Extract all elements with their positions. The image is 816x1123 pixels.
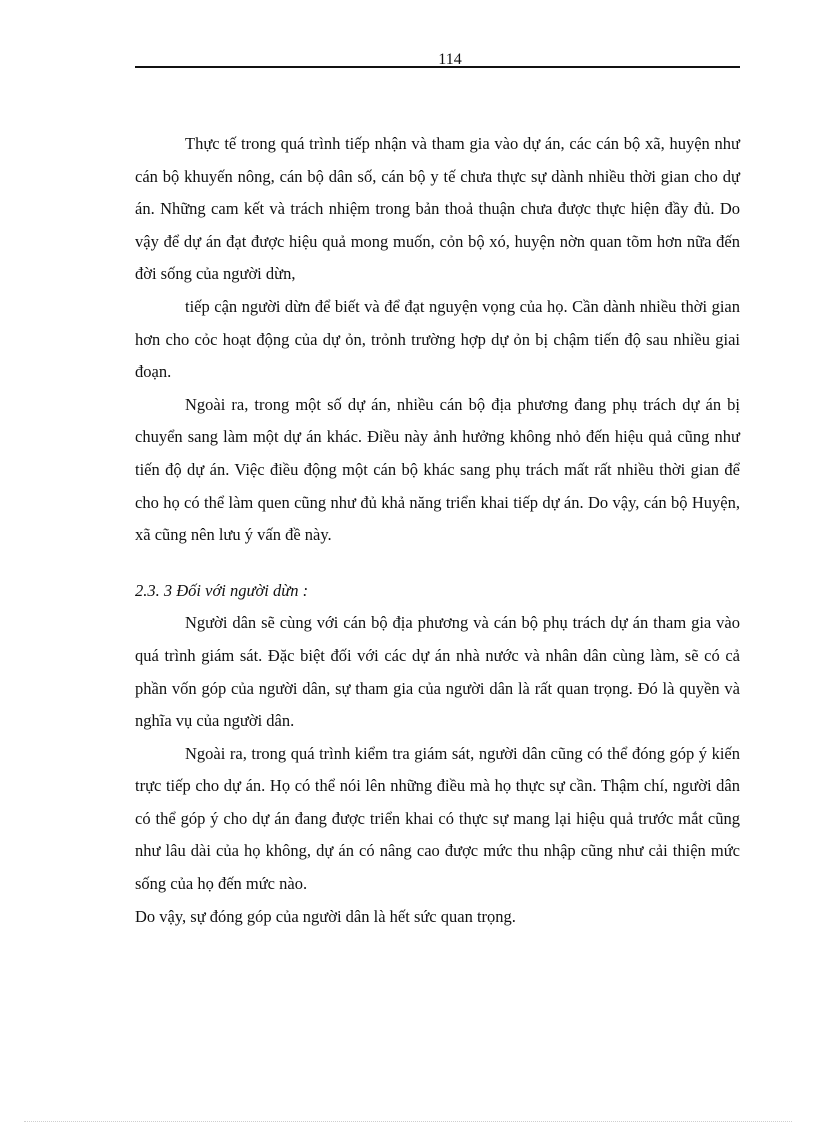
section-paragraph-3: Do vậy, sự đóng góp của người dân là hết sức quan trọng. bbox=[135, 906, 516, 926]
header-rule bbox=[135, 66, 740, 68]
section-heading: 2.3. 3 Đối với người dừn : bbox=[135, 580, 309, 600]
bottom-rule bbox=[24, 1121, 792, 1122]
page-number: 114 bbox=[438, 51, 462, 68]
paragraph-3: Ngoài ra, trong một số dự án, nhiều cán bộ địa phương đang phụ trách dự án bị chuyển sang làm một dự án khác. Điều này ảnh hưởng không nhỏ đến hiệu quả cũng như tiến độ dự án. Việc điều động một cán bộ khác sang phụ trách mất rất nhiều thời gian để cho họ có thể làm quen cũng như đủ khả năng triển khai tiếp dự án. Do vậy, cán bộ Huyện, xã cũng nên lưu ý vấn đề này. bbox=[135, 394, 740, 545]
section-paragraph-1: Người dân sẽ cùng với cán bộ địa phương và cán bộ phụ trách dự án tham gia vào quá trình giám sát. Đặc biệt đối với các dự án nhà nước và nhân dân cùng làm, sẽ có cả phần vốn góp của người dân, sự tham gia của người dân là rất quan trọng. Đó là quyền và nghĩa vụ của người dân. bbox=[135, 613, 740, 731]
section-paragraph-2: Ngoài ra, trong quá trình kiểm tra giám sát, người dân cũng có thể đóng góp ý kiến trực tiếp cho dự án. Họ có thể nói lên những điều mà họ thực sự cần. Thậm chí, người dân có thể góp ý cho dự án đang được triển khai có thực sự mang lại hiệu quả trước mắt cũng như lâu dài của họ không, dự án có nâng cao được mức thu nhập cũng như cải thiện mức sống của họ đến mức nào. bbox=[135, 743, 740, 894]
document-body bbox=[135, 128, 740, 933]
paragraph-1: Thực tế trong quá trình tiếp nhận và tham gia vào dự án, các cán bộ xã, huyện như cán bộ khuyến nông, cán bộ dân số, cán bộ y tế chưa thực sự dành nhiều thời gian cho dự án. Những cam kết và trách nhiệm trong bản thoả thuận chưa được thực hiện đầy đủ. Do vậy để dự án đạt được hiệu quả mong muốn, cỏn bộ xó, huyện nờn quan tõm hơn nữa đến đời sống của người dừn, bbox=[135, 134, 740, 284]
paragraph-2: tiếp cận người dừn để biết và để đạt nguyện vọng của họ. Cần dành nhiều thời gian hơn cho cỏc hoạt động của dự ỏn, trỏnh trường hợp dự ỏn bị chậm tiến độ sau nhiều giai đoạn. bbox=[135, 296, 740, 382]
